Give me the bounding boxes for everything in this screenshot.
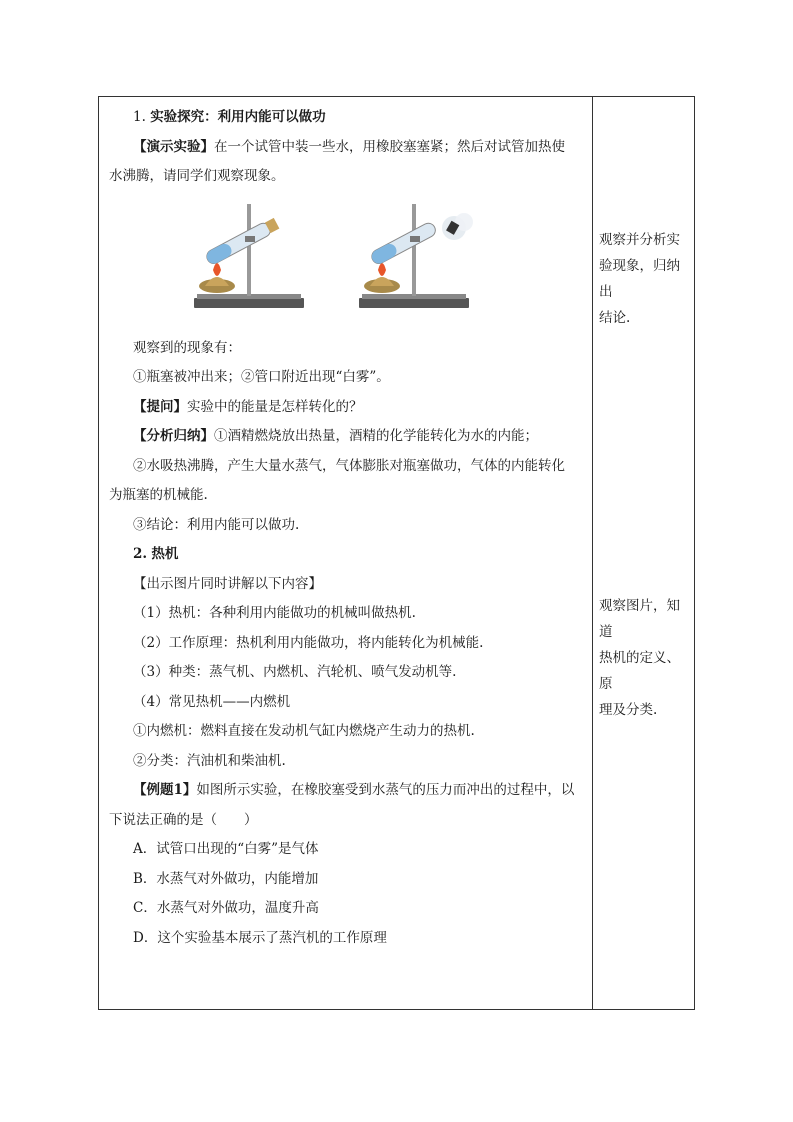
demo-text-1: 在一个试管中装一些水，用橡胶塞塞紧；然后对试管加热使 <box>214 138 565 155</box>
point-1: （1）热机：各种利用内能做功的机械叫做热机. <box>133 605 416 621</box>
lesson-table <box>98 96 695 1010</box>
side-note-1-line1: 观察并分析实 <box>599 232 680 248</box>
notes-column <box>593 97 696 1009</box>
analysis-tag: 【分析归纳】 <box>133 428 214 444</box>
content-column <box>99 97 592 1009</box>
demo-line1 <box>109 133 584 163</box>
side-note-1-line3: 结论. <box>599 310 631 326</box>
analysis-item1: ①酒精燃烧放出热量，酒精的化学能转化为水的内能； <box>214 428 538 444</box>
experiment-figures <box>109 198 584 328</box>
section2-heading <box>109 540 584 570</box>
example-text-2: 下说法正确的是（ ） <box>109 811 258 828</box>
side-note-2-line1: 观察图片，知道 <box>599 598 680 640</box>
observed-result: ①瓶塞被冲出来；②管口附近出现“白雾”。 <box>133 369 390 385</box>
observed-intro: 观察到的现象有： <box>133 339 241 356</box>
experiment-figure-after <box>344 198 494 324</box>
side-note-1 <box>599 227 691 331</box>
section1-title: 实验探究：利用内能可以做功 <box>150 109 326 125</box>
engine-classification: ②分类：汽油机和柴油机. <box>133 752 286 769</box>
side-note-2 <box>599 593 691 723</box>
analysis-item2-1: ②水吸热沸腾，产生大量水蒸气，气体膨胀对瓶塞做功，气体的内能转化 <box>133 457 565 474</box>
option-d: D．这个实验基本展示了蒸汽机的工作原理 <box>133 929 387 946</box>
section1-number: 1. <box>133 109 146 125</box>
point-4: （4）常见热机——内燃机 <box>133 693 291 710</box>
option-b: B．水蒸气对外做功，内能增加 <box>133 870 319 887</box>
example-text-1: 如图所示实验，在橡胶塞受到水蒸气的压力而冲出的过程中，以 <box>196 782 575 798</box>
example-line1 <box>109 776 584 806</box>
section2-title: 热机 <box>151 546 179 562</box>
example-tag: 【例题1】 <box>133 782 197 798</box>
engine-definition: ①内燃机：燃料直接在发动机气缸内燃烧产生动力的热机. <box>133 723 475 739</box>
show-instruction: 【出示图片同时讲解以下内容】 <box>133 575 322 592</box>
section1-heading <box>109 103 584 133</box>
analysis-item2-2: 为瓶塞的机械能. <box>109 487 208 503</box>
analysis-item3: ③结论：利用内能可以做功. <box>133 516 300 533</box>
point-2: （2）工作原理：热机利用内能做功，将内能转化为机械能. <box>133 634 484 651</box>
experiment-figure-before <box>179 198 319 324</box>
option-c: C．水蒸气对外做功，温度升高 <box>133 900 319 916</box>
side-note-1-line2: 验现象，归纳出 <box>599 258 680 300</box>
demo-text-2: 水沸腾，请同学们观察现象。 <box>109 168 285 184</box>
option-a: A．试管口出现的“白雾”是气体 <box>133 841 319 857</box>
section2-number: 2. <box>133 546 148 562</box>
side-note-2-line3: 理及分类. <box>599 702 658 718</box>
point-3: （3）种类：蒸气机、内燃机、汽轮机、喷气发动机等. <box>133 664 457 680</box>
analysis-line <box>109 422 584 452</box>
question-text: 实验中的能量是怎样转化的？ <box>187 398 363 415</box>
demo-tag: 【演示实验】 <box>133 138 214 155</box>
question-line <box>109 393 584 423</box>
side-note-2-line2: 热机的定义、原 <box>599 650 680 692</box>
question-tag: 【提问】 <box>133 398 187 415</box>
